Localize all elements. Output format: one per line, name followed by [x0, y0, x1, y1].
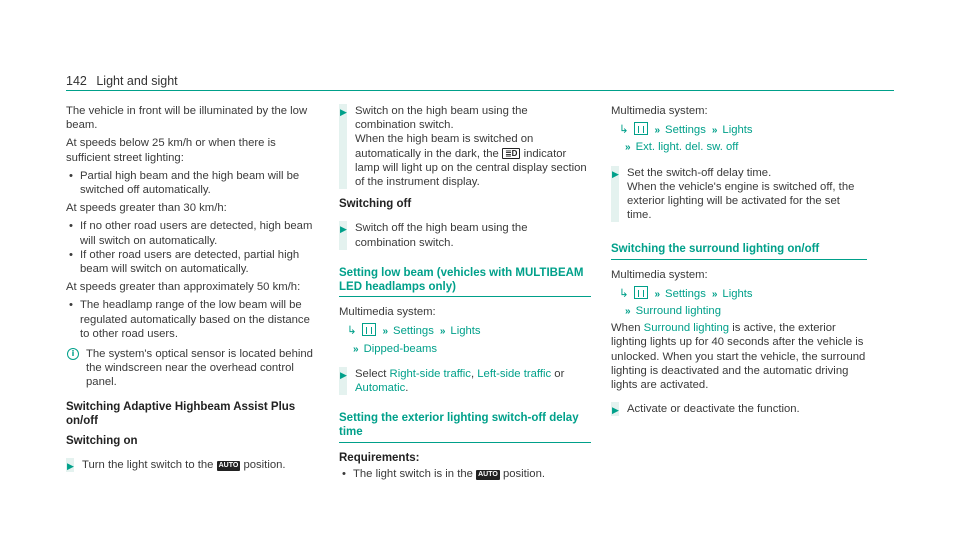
- chevron-icon: »: [625, 142, 631, 154]
- chevron-icon: »: [382, 326, 389, 338]
- section-heading: Setting low beam (vehicles with MULTIBEAM LED headlamps only): [339, 266, 591, 297]
- section-title: Light and sight: [96, 74, 178, 88]
- step-arrow-icon: ▶: [612, 405, 619, 416]
- home-icon[interactable]: [634, 122, 648, 135]
- instruction-step: [611, 402, 867, 416]
- step-bar: [339, 221, 347, 249]
- return-arrow-icon: ↳: [619, 123, 629, 137]
- step-text: When the high beam is switched on automatically in the dark, the: [355, 133, 534, 160]
- step-text: indicator lamp will light up on the central display section of the instrument display.: [355, 147, 587, 189]
- step-bar: [339, 367, 347, 395]
- page-header: [66, 74, 178, 88]
- list-text: position.: [502, 467, 546, 480]
- option-right-side-traffic[interactable]: Right-side traffic: [389, 367, 471, 380]
- paragraph-text: is active, the exterior lighting lights up for 40 seconds after the vehicle is unlocked. When you start the vehicle, the surround lighting is deactivated and the automatic driving lights are activated.: [611, 322, 866, 392]
- menu-item-settings[interactable]: Settings: [393, 325, 434, 338]
- instruction-step: [611, 166, 867, 223]
- page-number: 142: [66, 74, 87, 88]
- info-icon: i: [67, 348, 79, 360]
- return-arrow-icon: ↳: [619, 286, 629, 300]
- menu-item-lights[interactable]: Lights: [450, 325, 481, 338]
- step-text: Turn the light switch to the: [82, 459, 214, 472]
- step-text: Set the switch-off delay time.: [627, 166, 772, 179]
- step-bar: [611, 402, 619, 416]
- step-arrow-icon: ▶: [612, 168, 619, 179]
- list-item: • The headlamp range of the low beam will be regulated automatically based on the distance to other road users.: [66, 298, 316, 341]
- paragraph: Multimedia system:: [611, 268, 708, 281]
- bullet-list: [66, 298, 316, 341]
- column-3: [611, 104, 867, 424]
- step-arrow-icon: ▶: [340, 369, 347, 380]
- home-icon[interactable]: [362, 323, 376, 336]
- step-arrow-icon: ▶: [340, 224, 347, 235]
- subsection-heading: Switching on: [66, 435, 138, 448]
- info-note: [66, 347, 316, 390]
- chevron-icon: »: [654, 288, 661, 300]
- surround-lighting-link[interactable]: Surround lighting: [643, 322, 730, 335]
- list-item: [339, 467, 591, 481]
- auto-icon: AUTO: [478, 470, 498, 478]
- bullet-list: [66, 169, 316, 197]
- header-rule: [66, 90, 894, 91]
- menu-path: [625, 304, 867, 319]
- paragraph: At speeds greater than 30 km/h:: [66, 202, 227, 215]
- chevron-icon: »: [711, 125, 718, 137]
- instruction-step: [339, 104, 591, 189]
- auto-icon: AUTO: [218, 462, 239, 470]
- note-text: The system's optical sensor is located behind the windscreen near the overhead control panel.: [86, 348, 313, 389]
- paragraph-text: When: [611, 322, 641, 335]
- instruction-step: [339, 221, 591, 249]
- instruction-step: [66, 458, 316, 472]
- paragraph: At speeds greater than approximately 50 km/h:: [66, 281, 301, 294]
- bullet-list: [339, 467, 591, 481]
- step-text: Activate or deactivate the function.: [627, 403, 800, 416]
- return-arrow-icon: ↳: [347, 324, 357, 338]
- menu-path: [339, 323, 591, 339]
- paragraph: The vehicle in front will be illuminated by the low beam.: [66, 105, 308, 132]
- section-heading: Setting the exterior lighting switch-off delay time: [339, 411, 591, 442]
- list-item: • Partial high beam and the high beam will be switched off automatically.: [66, 169, 316, 197]
- option-left-side-traffic[interactable]: Left-side traffic: [477, 367, 552, 380]
- requirements-heading: Requirements:: [339, 451, 420, 464]
- column-2: [339, 104, 591, 485]
- step-text: or: [554, 367, 565, 380]
- step-bar: [611, 166, 619, 223]
- step-bar: [339, 104, 347, 189]
- column-1: [66, 104, 316, 480]
- chevron-icon: »: [353, 343, 359, 355]
- paragraph: Multimedia system:: [339, 306, 436, 319]
- step-text: Select: [355, 367, 387, 380]
- step-text: position.: [243, 459, 286, 472]
- list-item: • If other road users are detected, partial high beam will switch on automatically.: [66, 248, 316, 276]
- bullet-list: [66, 219, 316, 276]
- menu-path: [611, 122, 867, 138]
- section-heading: Switching the surround lighting on/off: [611, 242, 867, 259]
- list-text: The light switch is in the: [353, 467, 473, 480]
- step-arrow-icon: ▶: [67, 461, 74, 472]
- list-item: • If no other road users are detected, high beam will switch on automatically.: [66, 219, 316, 247]
- chevron-icon: »: [711, 288, 718, 300]
- menu-path: [611, 286, 867, 302]
- step-text: Switch off the high beam using the combination switch.: [355, 222, 528, 249]
- menu-item-settings[interactable]: Settings: [665, 124, 706, 137]
- step-bar: [66, 458, 74, 472]
- instruction-step: ▶ Select Right-side traffic, Left-side traffic or Automatic.: [340, 367, 565, 395]
- paragraph: At speeds below 25 km/h or when there is sufficient street lighting:: [66, 137, 276, 164]
- menu-item-lights[interactable]: Lights: [722, 124, 753, 137]
- chevron-icon: »: [439, 326, 446, 338]
- step-arrow-icon: ▶: [340, 107, 347, 117]
- subsection-heading: Switching off: [339, 198, 412, 211]
- step-text: Switch on the high beam using the combination switch.: [355, 105, 528, 132]
- option-automatic[interactable]: Automatic: [355, 382, 406, 395]
- high-beam-indicator-icon: ≣D: [502, 148, 520, 159]
- home-icon[interactable]: [634, 286, 648, 299]
- paragraph: [611, 321, 867, 392]
- step-text: When the vehicle's engine is switched off, the exterior lighting will be activated for the set time.: [627, 180, 855, 222]
- menu-item-settings[interactable]: Settings: [665, 287, 706, 300]
- menu-item-dipped-beams[interactable]: Dipped-beams: [363, 342, 438, 355]
- section-heading: Switching Adaptive Highbeam Assist Plus on/off: [66, 400, 296, 427]
- menu-item-lights[interactable]: Lights: [722, 287, 753, 300]
- chevron-icon: »: [654, 125, 661, 137]
- menu-item-surround-lighting[interactable]: Surround lighting: [635, 305, 721, 318]
- menu-path: [625, 140, 867, 155]
- menu-item-ext-light-delay[interactable]: Ext. light. del. sw. off: [635, 141, 739, 154]
- paragraph: Multimedia system:: [611, 105, 708, 117]
- menu-path: [353, 342, 591, 357]
- chevron-icon: »: [625, 306, 631, 318]
